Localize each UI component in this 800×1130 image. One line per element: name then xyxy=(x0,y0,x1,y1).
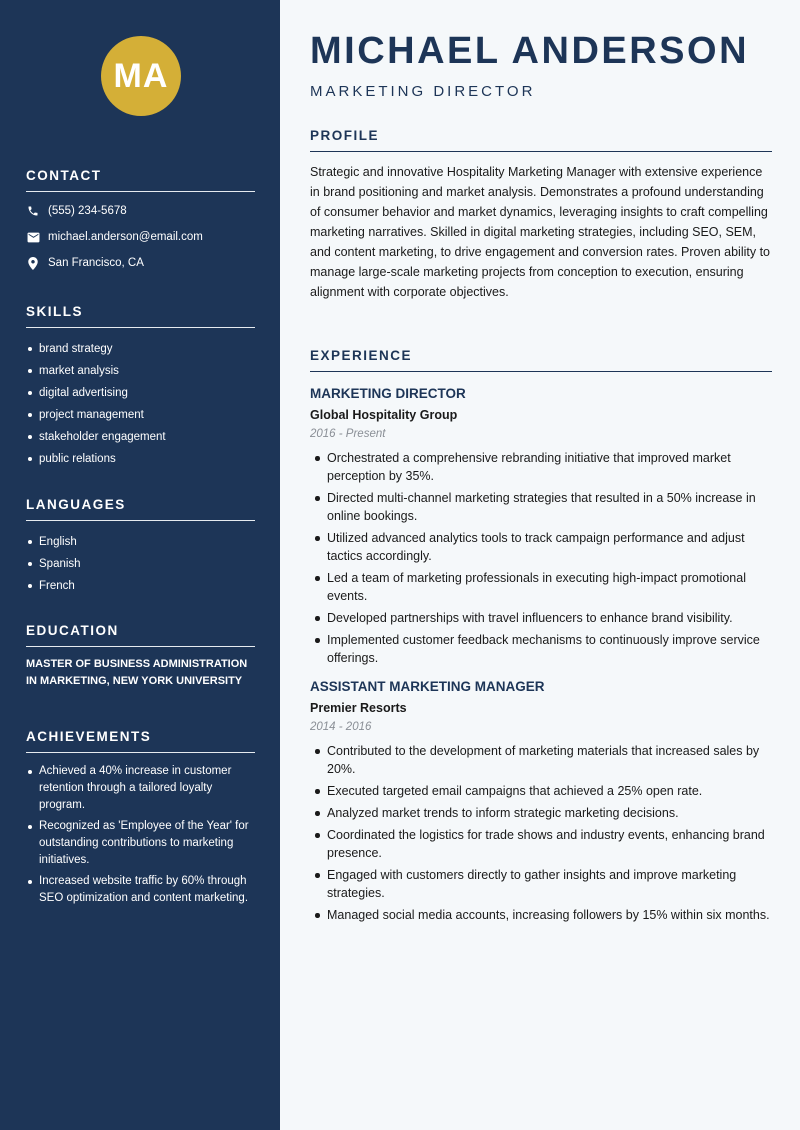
job-bullets xyxy=(310,742,772,924)
education-section xyxy=(26,623,255,690)
list-item: Engaged with customers directly to gather insights and improve marketing strategies. xyxy=(314,866,772,902)
job-title: MARKETING DIRECTOR xyxy=(310,386,466,401)
job-dates: 2016 - Present xyxy=(310,428,386,440)
job-company: Global Hospitality Group xyxy=(310,408,458,422)
list-item: brand strategy xyxy=(26,338,255,360)
profile-heading: PROFILE xyxy=(310,128,772,152)
list-item: public relations xyxy=(26,448,255,470)
contact-section xyxy=(26,168,255,276)
phone-text: (555) 234-5678 xyxy=(48,205,127,217)
list-item: Coordinated the logistics for trade shows and industry events, enhancing brand presence. xyxy=(314,826,772,862)
list-item: Implemented customer feedback mechanisms to continuously improve service offerings. xyxy=(314,631,772,667)
list-item: Achieved a 40% increase in customer retention through a tailored loyalty program. xyxy=(26,763,255,814)
job-title: ASSISTANT MARKETING MANAGER xyxy=(310,679,545,694)
contact-heading: CONTACT xyxy=(26,168,255,192)
job-bullets xyxy=(310,449,772,667)
location-text: San Francisco, CA xyxy=(48,257,144,269)
candidate-name: MICHAEL ANDERSON xyxy=(310,30,750,72)
email-text: michael.anderson@email.com xyxy=(48,231,203,243)
profile-text: Strategic and innovative Hospitality Marketing Manager with extensive experience in brand positioning and market analysis. Demonstrates a profound understanding of consumer behavior and market dynamics, leveraging insights to craft compelling marketing narratives. Skilled in digital marketing strategies, including SEO, SEM, and content marketing, to drive engagement and conversion rates. Proven ability to manage large-scale marketing projects from conception to execution, ensuring alignment with corporate objectives. xyxy=(310,165,770,299)
phone-icon xyxy=(26,204,40,218)
education-heading: EDUCATION xyxy=(26,623,255,647)
email-icon xyxy=(26,230,40,244)
list-item: Spanish xyxy=(26,553,255,575)
avatar: MA xyxy=(101,36,181,116)
list-item: Increased website traffic by 60% through SEO optimization and content marketing. xyxy=(26,873,255,907)
profile-section xyxy=(310,128,772,302)
list-item: market analysis xyxy=(26,360,255,382)
list-item: English xyxy=(26,531,255,553)
skills-section xyxy=(26,304,255,470)
list-item: Analyzed market trends to inform strategic marketing decisions. xyxy=(314,804,772,822)
languages-list xyxy=(26,531,255,597)
list-item: Recognized as 'Employee of the Year' for outstanding contributions to marketing initiatives. xyxy=(26,818,255,869)
list-item: French xyxy=(26,575,255,597)
job-entry xyxy=(310,679,772,924)
list-item: Contributed to the development of marketing materials that increased sales by 20%. xyxy=(314,742,772,778)
job-dates: 2014 - 2016 xyxy=(310,721,372,733)
job-company: Premier Resorts xyxy=(310,701,407,715)
contact-location xyxy=(26,250,255,276)
achievements-section xyxy=(26,729,255,911)
list-item: Utilized advanced analytics tools to track campaign performance and adjust tactics accordingly. xyxy=(314,529,772,565)
list-item: Developed partnerships with travel influencers to enhance brand visibility. xyxy=(314,609,772,627)
contact-email xyxy=(26,224,255,250)
sidebar xyxy=(0,0,280,1130)
languages-section xyxy=(26,497,255,597)
list-item: Executed targeted email campaigns that achieved a 25% open rate. xyxy=(314,782,772,800)
experience-section xyxy=(310,348,772,928)
contact-phone xyxy=(26,198,255,224)
skills-list xyxy=(26,338,255,470)
job-entry xyxy=(310,386,772,667)
achievements-list xyxy=(26,763,255,907)
candidate-role: MARKETING DIRECTOR xyxy=(310,83,536,100)
list-item: project management xyxy=(26,404,255,426)
location-pin-icon xyxy=(26,256,40,270)
education-degree: MASTER OF BUSINESS ADMINISTRATION IN MARKETING, NEW YORK UNIVERSITY xyxy=(26,658,248,687)
languages-heading: LANGUAGES xyxy=(26,497,255,521)
list-item: digital advertising xyxy=(26,382,255,404)
skills-heading: SKILLS xyxy=(26,304,255,328)
achievements-heading: ACHIEVEMENTS xyxy=(26,729,255,753)
list-item: stakeholder engagement xyxy=(26,426,255,448)
list-item: Directed multi-channel marketing strategies that resulted in a 50% increase in online bookings. xyxy=(314,489,772,525)
list-item: Led a team of marketing professionals in executing high-impact promotional events. xyxy=(314,569,772,605)
experience-heading: EXPERIENCE xyxy=(310,348,772,372)
list-item: Managed social media accounts, increasing followers by 15% within six months. xyxy=(314,906,772,924)
list-item: Orchestrated a comprehensive rebranding initiative that improved market perception by 35%. xyxy=(314,449,772,485)
